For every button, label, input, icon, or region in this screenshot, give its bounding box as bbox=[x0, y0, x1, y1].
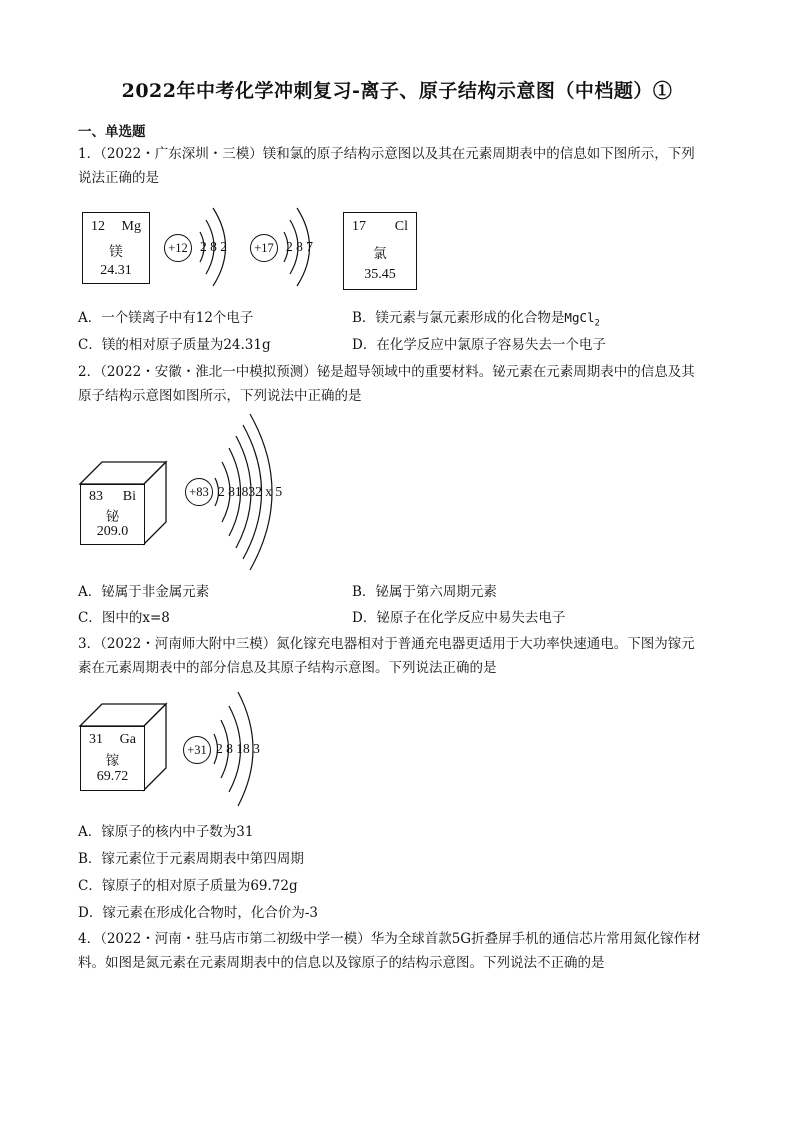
mg-symbol: Mg bbox=[121, 219, 141, 234]
question-2-option-d[interactable]: D．铋原子在化学反应中易失去电子 bbox=[352, 610, 566, 626]
mg-element-card bbox=[82, 212, 150, 284]
bi-nucleus: +83 bbox=[185, 478, 213, 506]
bi-name: 铋 bbox=[105, 509, 120, 525]
question-1-option-b-formula: MgCl bbox=[564, 310, 595, 325]
ga-name: 镓 bbox=[105, 753, 120, 769]
question-1-option-c[interactable]: C．镁的相对原子质量为24.31g bbox=[78, 337, 271, 353]
question-3-option-a[interactable]: A．镓原子的核内中子数为31 bbox=[78, 824, 254, 840]
question-3-stem bbox=[78, 632, 718, 680]
ga-atomic-number: 31 bbox=[89, 732, 103, 747]
cl-nucleus: +17 bbox=[250, 234, 278, 262]
ga-nucleus: +31 bbox=[183, 736, 211, 764]
ga-electron-shells: 2 8 18 3 bbox=[216, 741, 260, 756]
question-4-stem-line1: 4．（2022・河南・驻马店市第二初级中学一模）华为全球首款5G折叠屏手机的通信芯片常用氮化镓作材 bbox=[78, 931, 701, 947]
mg-mass: 24.31 bbox=[100, 263, 132, 278]
question-1-stem-line2: 说法正确的是 bbox=[78, 170, 159, 186]
question-2-option-c[interactable]: C．图中的x=8 bbox=[78, 610, 170, 626]
bi-element-card bbox=[80, 484, 145, 545]
question-3-option-c[interactable]: C．镓原子的相对原子质量为69.72g bbox=[78, 878, 298, 894]
mg-atomic-number: 12 bbox=[91, 219, 105, 234]
question-1-option-d[interactable]: D．在化学反应中氯原子容易失去一个电子 bbox=[352, 337, 606, 353]
question-3-option-b[interactable]: B．镓元素位于元素周期表中第四周期 bbox=[78, 851, 304, 867]
question-2-option-a[interactable]: A．铋属于非金属元素 bbox=[78, 584, 210, 600]
question-1-option-a[interactable]: A．一个镁离子中有12个电子 bbox=[78, 310, 254, 326]
question-1-option-b-subscript: 2 bbox=[594, 318, 600, 329]
question-3-stem-line1: 3．（2022・河南师大附中三模）氮化镓充电器相对于普通充电器更适用于大功率快速通电。下图为镓元 bbox=[78, 636, 695, 652]
cl-electron-shells: 2 8 7 bbox=[286, 239, 313, 254]
mg-nucleus: +12 bbox=[164, 234, 192, 262]
bi-symbol: Bi bbox=[122, 489, 136, 504]
question-1-option-b[interactable] bbox=[352, 306, 600, 329]
cl-symbol: Cl bbox=[394, 219, 408, 234]
section-heading: 一、单选题 bbox=[78, 124, 146, 140]
bi-atomic-number: 83 bbox=[89, 489, 103, 504]
cl-element-card bbox=[343, 212, 417, 290]
question-2-stem-line1: 2．（2022・安徽・淮北一中模拟预测）铋是超导领域中的重要材料。铋元素在元素周期表中的信息及其 bbox=[78, 364, 695, 380]
cl-atomic-number: 17 bbox=[352, 219, 366, 234]
bi-mass: 209.0 bbox=[96, 524, 129, 539]
question-4-stem bbox=[78, 927, 718, 975]
ga-mass: 69.72 bbox=[96, 769, 129, 784]
ga-element-card bbox=[80, 726, 145, 791]
question-3-stem-line2: 素在元素周期表中的部分信息及其原子结构示意图。下列说法正确的是 bbox=[78, 660, 497, 676]
ga-symbol: Ga bbox=[119, 732, 136, 747]
question-4-stem-line2: 料。如图是氮元素在元素周期表中的信息以及镓原子的结构示意图。下列说法不正确的是 bbox=[78, 955, 605, 971]
mg-electron-shells: 2 8 2 bbox=[200, 239, 227, 254]
question-2-option-b[interactable]: B．铋属于第六周期元素 bbox=[352, 584, 497, 600]
ga-shell-arcs bbox=[0, 0, 1, 1]
page-title: 2022年中考化学冲刺复习-离子、原子结构示意图（中档题）① bbox=[121, 80, 673, 102]
mg-name: 镁 bbox=[109, 244, 123, 260]
question-1-stem-line1: 1．（2022・广东深圳・三模）镁和氯的原子结构示意图以及其在元素周期表中的信息如下图所示，下列 bbox=[78, 146, 695, 162]
question-2-stem-line2: 原子结构示意图如图所示，下列说法中正确的是 bbox=[78, 388, 362, 404]
question-2-stem bbox=[78, 360, 718, 408]
cl-name: 氯 bbox=[373, 246, 387, 262]
question-3-option-d[interactable]: D．镓元素在形成化合物时，化合价为-3 bbox=[78, 905, 318, 921]
question-1-stem bbox=[78, 142, 718, 190]
cl-mass: 35.45 bbox=[364, 267, 396, 282]
question-1-option-b-text: B．镁元素与氯元素形成的化合物是 bbox=[352, 310, 565, 326]
bi-electron-shells: 2 81832 x 5 bbox=[218, 484, 283, 499]
